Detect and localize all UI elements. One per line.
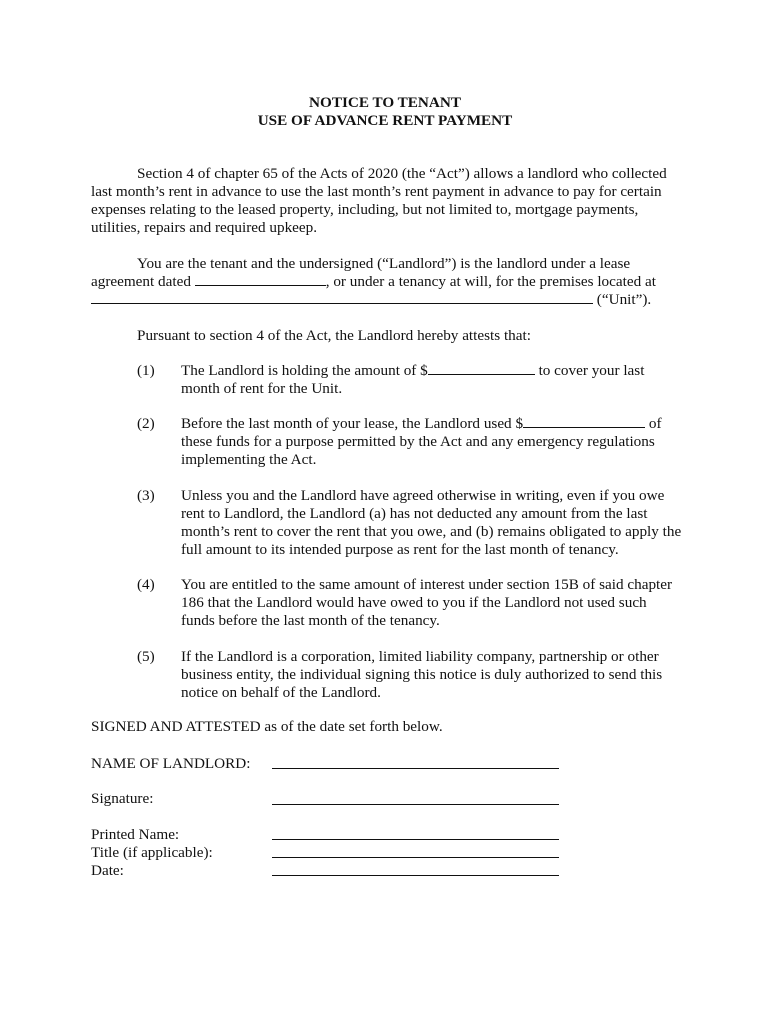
item-line: these funds for a purpose permitted by the Act and any emergency regulations	[181, 433, 655, 450]
paragraph-text: (“Unit”).	[596, 291, 652, 308]
item-text: The Landlord is holding the amount of $	[181, 362, 428, 379]
amount-used-blank[interactable]	[523, 415, 645, 428]
item-line: implementing the Act.	[181, 451, 317, 468]
item-text: to cover your last	[538, 362, 645, 379]
item-line: Unless you and the Landlord have agreed otherwise in writing, even if you owe	[181, 487, 665, 504]
paragraph-line: utilities, repairs and required upkeep.	[91, 219, 318, 236]
paragraph-text: agreement dated	[91, 273, 191, 290]
item-text: Before the last month of your lease, the Landlord used $	[181, 415, 524, 432]
signature-field[interactable]	[272, 804, 559, 805]
item-line	[181, 415, 662, 433]
printed-name-label: Printed Name:	[91, 826, 180, 843]
attest-intro: Pursuant to section 4 of the Act, the Landlord hereby attests that:	[137, 327, 531, 344]
amount-held-blank[interactable]	[428, 362, 535, 375]
paragraph-text: , or under a tenancy at will, for the premises located at	[325, 273, 656, 290]
document-title: NOTICE TO TENANT	[309, 94, 461, 111]
paragraph-line	[91, 273, 656, 291]
item-line: notice on behalf of the Landlord.	[181, 684, 381, 701]
printed-name-field[interactable]	[272, 839, 559, 840]
lease-date-blank[interactable]	[195, 273, 326, 286]
paragraph-line: Section 4 of chapter 65 of the Acts of 2020 (the “Act”) allows a landlord who collected	[137, 165, 667, 182]
item-line: If the Landlord is a corporation, limited liability company, partnership or other	[181, 648, 659, 665]
item-line: 186 that the Landlord would have owed to you if the Landlord not used such	[181, 594, 647, 611]
item-number: (2)	[137, 415, 155, 432]
item-number: (3)	[137, 487, 155, 504]
item-number: (4)	[137, 576, 155, 593]
paragraph-line	[91, 291, 651, 309]
paragraph-line: You are the tenant and the undersigned (“Landlord”) is the landlord under a lease	[137, 255, 631, 272]
signed-attested-text: SIGNED AND ATTESTED as of the date set forth below.	[91, 718, 443, 735]
item-number: (5)	[137, 648, 155, 665]
title-field[interactable]	[272, 857, 559, 858]
signature-label: Signature:	[91, 790, 154, 807]
paragraph-line: expenses relating to the leased property, including, but not limited to, mortgage payments,	[91, 201, 639, 218]
item-line: month’s rent to cover the rent that you owe, and (b) remains obligated to apply the	[181, 523, 682, 540]
item-line: rent to Landlord, the Landlord (a) has not deducted any amount from the last	[181, 505, 648, 522]
item-line: business entity, the individual signing this notice is duly authorized to send this	[181, 666, 663, 683]
title-label: Title (if applicable):	[91, 844, 213, 861]
item-line: month of rent for the Unit.	[181, 380, 343, 397]
paragraph-line: last month’s rent in advance to use the last month’s rent payment in advance to pay for certain	[91, 183, 662, 200]
document-subtitle: USE OF ADVANCE RENT PAYMENT	[257, 112, 513, 129]
item-line: funds before the last month of the tenancy.	[181, 612, 440, 629]
date-field[interactable]	[272, 875, 559, 876]
premises-address-blank[interactable]	[91, 291, 593, 304]
item-line	[181, 362, 644, 380]
item-line: full amount to its intended purpose as rent for the last month of tenancy.	[181, 541, 619, 558]
landlord-name-label: NAME OF LANDLORD:	[91, 755, 251, 772]
item-number: (1)	[137, 362, 155, 379]
item-line: You are entitled to the same amount of interest under section 15B of said chapter	[181, 576, 673, 593]
item-text: of	[648, 415, 662, 432]
landlord-name-field[interactable]	[272, 768, 559, 769]
date-label: Date:	[91, 862, 124, 879]
